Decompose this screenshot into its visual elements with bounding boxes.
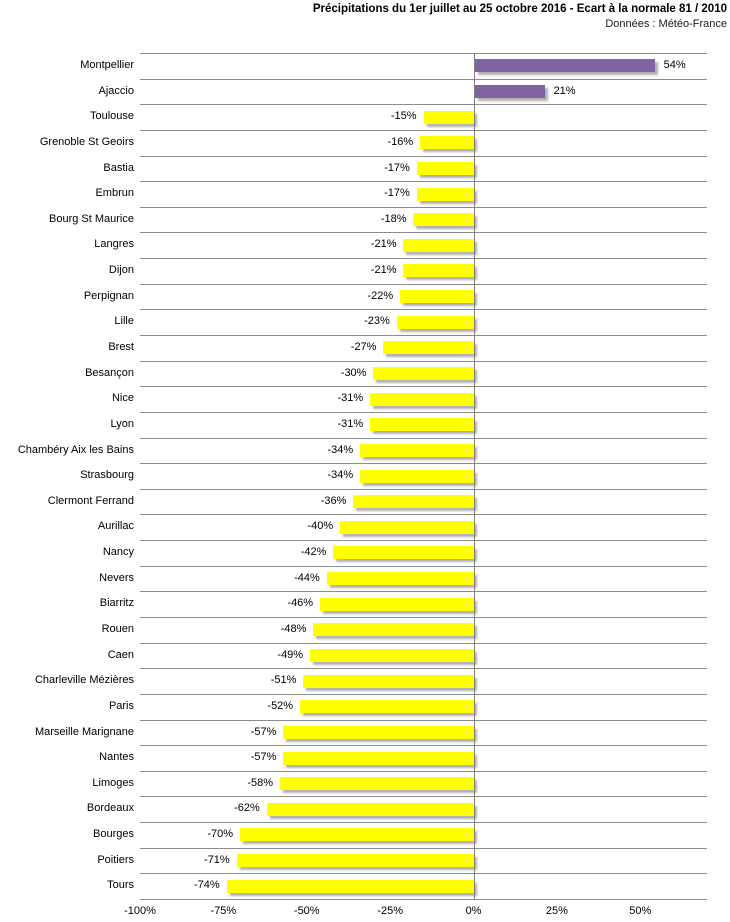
category-label-lyon: Lyon (110, 417, 134, 430)
bar-rouen (313, 623, 473, 636)
gridline (140, 463, 707, 464)
chart-subtitle: Données : Météo-France (605, 18, 727, 30)
category-label-chambery-aix-les-bains: Chambéry Aix les Bains (17, 443, 134, 456)
bar-perpignan (400, 290, 473, 303)
bar-dijon (403, 264, 473, 277)
category-label-nancy: Nancy (102, 546, 134, 559)
category-label-bourg-st-maurice: Bourg St Maurice (49, 212, 134, 225)
value-label-lille: -23% (364, 315, 390, 328)
gridline (140, 361, 707, 362)
category-label-nice: Nice (111, 392, 134, 405)
category-label-biarritz: Biarritz (99, 597, 134, 610)
category-label-caen: Caen (107, 648, 134, 661)
bar-bourg-st-maurice (413, 213, 473, 226)
bar-brest (383, 341, 473, 354)
category-label-marseille-marignane: Marseille Marignane (34, 725, 134, 738)
bar-nantes (283, 752, 473, 765)
bar-limoges (280, 777, 473, 790)
value-label-strasbourg: -34% (327, 469, 354, 482)
bar-tours (227, 880, 474, 893)
bar-bourges (240, 828, 473, 841)
gridline (140, 412, 707, 413)
category-label-grenoble-st-geoirs: Grenoble St Geoirs (39, 135, 134, 148)
value-label-caen: -49% (277, 648, 304, 661)
bar-marseille-marignane (283, 726, 473, 739)
value-label-besancon: -30% (340, 366, 367, 379)
bar-bordeaux (267, 803, 474, 816)
bar-paris (300, 700, 473, 713)
category-label-nantes: Nantes (99, 751, 134, 764)
bar-chambery-aix-les-bains (360, 444, 473, 457)
x-tick-label--25: -25% (377, 905, 403, 917)
value-label-grenoble-st-geoirs: -16% (387, 135, 414, 148)
x-tick-label--50: -50% (293, 905, 320, 917)
category-label-perpignan: Perpignan (83, 289, 134, 302)
value-label-tours: -74% (194, 879, 220, 892)
value-label-brest: -27% (350, 341, 377, 353)
category-label-bourges: Bourges (93, 828, 134, 841)
gridline (140, 438, 707, 439)
category-label-ajaccio: Ajaccio (98, 84, 134, 97)
category-label-embrun: Embrun (95, 187, 134, 200)
bar-bastia (417, 162, 474, 175)
category-label-brest: Brest (108, 341, 134, 353)
bar-strasbourg (360, 470, 473, 483)
value-label-ajaccio: 21% (553, 84, 576, 97)
category-label-strasbourg: Strasbourg (80, 469, 134, 482)
gridline (140, 79, 707, 80)
category-label-charleville-mezieres: Charleville Mézières (34, 674, 134, 687)
value-label-paris: -52% (267, 699, 294, 712)
category-label-bordeaux: Bordeaux (86, 802, 134, 815)
value-label-limoges: -58% (247, 776, 274, 789)
category-label-clermont-ferrand: Clermont Ferrand (47, 494, 134, 507)
bar-charleville-mezieres (303, 675, 473, 688)
value-label-embrun: -17% (384, 187, 410, 200)
value-label-chambery-aix-les-bains: -34% (327, 443, 354, 456)
value-label-clermont-ferrand: -36% (320, 494, 347, 507)
gridline (140, 130, 707, 131)
bar-poitiers (237, 854, 474, 867)
category-label-tours: Tours (107, 879, 134, 892)
value-label-bourg-st-maurice: -18% (380, 212, 407, 225)
gridline (140, 309, 707, 310)
value-label-dijon: -21% (370, 264, 397, 277)
category-label-montpellier: Montpellier (80, 59, 134, 71)
bar-lyon (370, 418, 473, 431)
value-label-montpellier: 54% (663, 59, 686, 71)
value-label-poitiers: -71% (204, 853, 230, 866)
chart-title: Précipitations du 1er juillet au 25 octobre 2016 - Ecart à la normale 81 / 2010 (312, 3, 727, 15)
bar-nevers (327, 572, 474, 585)
value-label-lyon: -31% (337, 417, 364, 430)
value-label-nice: -31% (337, 392, 364, 405)
value-label-nancy: -42% (300, 546, 327, 559)
value-label-bastia: -17% (384, 161, 410, 174)
bar-montpellier (475, 59, 655, 72)
category-label-poitiers: Poitiers (97, 853, 134, 866)
gridline (140, 540, 707, 541)
value-label-toulouse: -15% (390, 110, 417, 123)
bar-toulouse (424, 111, 474, 124)
value-label-rouen: -48% (280, 623, 307, 635)
gridline (140, 156, 707, 157)
category-label-bastia: Bastia (103, 161, 134, 174)
value-label-bourges: -70% (207, 828, 234, 841)
gridline (140, 873, 707, 874)
value-label-langres: -21% (370, 238, 397, 251)
gridline (140, 181, 707, 182)
bar-caen (310, 649, 473, 662)
gridline (140, 207, 707, 208)
bar-nice (370, 393, 473, 406)
value-label-charleville-mezieres: -51% (270, 674, 297, 687)
category-label-langres: Langres (94, 238, 134, 251)
bar-clermont-ferrand (353, 495, 473, 508)
category-label-lille: Lille (114, 315, 134, 328)
category-label-paris: Paris (108, 699, 134, 712)
gridline (140, 53, 707, 54)
category-label-limoges: Limoges (92, 776, 134, 789)
bar-langres (403, 239, 473, 252)
category-label-dijon: Dijon (108, 264, 134, 277)
value-label-marseille-marignane: -57% (250, 725, 277, 738)
gridline (140, 386, 707, 387)
bar-lille (397, 316, 474, 329)
category-label-rouen: Rouen (101, 623, 134, 635)
x-tick-label-0: 0% (465, 905, 482, 917)
value-label-biarritz: -46% (287, 597, 314, 610)
x-axis-line (140, 899, 707, 900)
gridline (140, 489, 707, 490)
bar-aurillac (340, 521, 473, 534)
gridline (140, 335, 707, 336)
gridline (140, 514, 707, 515)
category-label-toulouse: Toulouse (89, 110, 134, 123)
value-label-perpignan: -22% (367, 289, 394, 302)
category-label-nevers: Nevers (99, 571, 134, 584)
category-label-besancon: Besançon (85, 366, 134, 379)
x-tick-label-50: 50% (629, 905, 652, 917)
value-label-aurillac: -40% (307, 520, 334, 533)
bar-embrun (417, 188, 474, 201)
x-tick-label-25: 25% (545, 905, 568, 917)
gridline (140, 232, 707, 233)
bar-ajaccio (475, 85, 545, 98)
value-label-nantes: -57% (250, 751, 277, 764)
category-label-aurillac: Aurillac (97, 520, 134, 533)
bar-grenoble-st-geoirs (420, 136, 473, 149)
x-tick-label--75: -75% (210, 905, 237, 917)
gridline (140, 258, 707, 259)
gridline (140, 566, 707, 567)
gridline (140, 104, 707, 105)
bar-nancy (333, 546, 473, 559)
value-label-nevers: -44% (294, 571, 320, 584)
gridline (140, 284, 707, 285)
zero-axis-line (474, 53, 475, 899)
bar-besancon (373, 367, 473, 380)
x-tick-label--100: -100% (124, 905, 156, 917)
value-label-bordeaux: -62% (234, 802, 260, 815)
bar-biarritz (320, 598, 473, 611)
